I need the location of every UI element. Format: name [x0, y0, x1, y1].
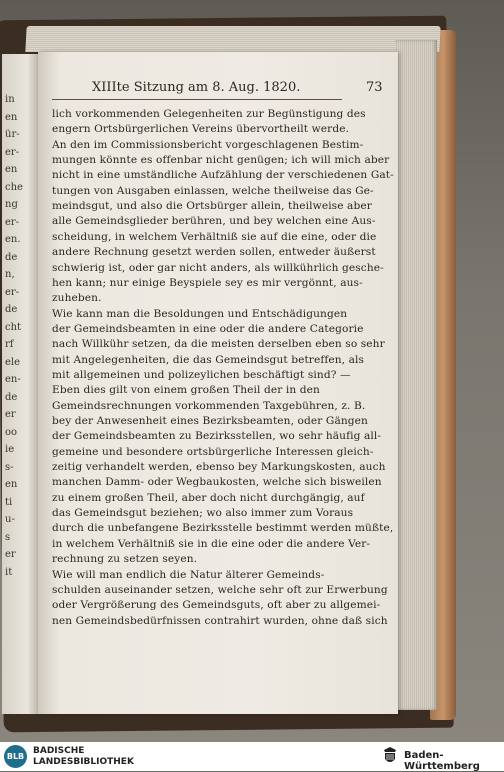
text-line: An den im Commissionsbericht vorgeschlagenen Bestim- — [52, 138, 364, 151]
text-line: manchen Damm- oder Wegbaukosten, welche sich bisweilen — [52, 476, 382, 489]
left-page-fragment: s — [5, 531, 11, 543]
text-line: gemeine und besondere ortsbürgerliche Interessen gleich- — [52, 445, 374, 458]
left-page-fragment: che — [5, 181, 23, 193]
footer-bar — [0, 742, 504, 771]
left-page-fragment: de — [5, 391, 18, 403]
text-line: oder Vergrößerung des Gemeindsguts, oft aber zu allgemei- — [52, 599, 381, 612]
page-stack-side — [395, 40, 437, 710]
left-page-fragment: er — [5, 409, 16, 420]
text-line: rechnung zu setzen seyen. — [52, 553, 198, 566]
blb-logo[interactable]: BLB — [4, 745, 27, 768]
library-name-line2: LANDESBIBLIOTHEK — [33, 757, 134, 767]
left-page-fragment: ür- — [5, 129, 20, 140]
book-page — [38, 52, 398, 714]
left-page-fragment: de — [5, 304, 18, 315]
text-line: mungen könnte es offenbar nicht genügen; ich will mich aber — [52, 154, 390, 167]
left-page-fragment: er- — [5, 146, 20, 158]
left-page-fragment: in — [5, 94, 15, 105]
left-page-fragment: u- — [5, 514, 15, 525]
state-name[interactable]: Baden-Württemberg — [404, 750, 480, 772]
baden-wuerttemberg-crest-icon — [381, 746, 399, 766]
left-page-edge — [2, 54, 38, 714]
text-line: tungen von Ausgaben einlassen, welche theilweise das Ge- — [52, 184, 374, 197]
left-page-fragment: it — [5, 566, 13, 578]
left-page-fragment: er — [5, 549, 16, 560]
text-line: mit Angelegenheiten, die das Gemeindsgut betreffen, als — [52, 353, 365, 366]
text-line: der Gemeindsbeamten zu Bezirksstellen, wo sehr häufig all- — [52, 430, 382, 443]
left-page-fragment: en — [5, 479, 18, 490]
text-line: Wie kann man die Besoldungen und Entschädigungen — [52, 307, 348, 320]
text-line: nen Gemeindsbedürfnissen contrahirt wurden, ohne daß sich — [52, 614, 388, 627]
header-rule — [52, 99, 342, 100]
left-page-fragment: n, — [5, 269, 15, 280]
page-stack-top — [25, 26, 440, 52]
text-line: schwierig ist, oder gar nicht anders, als willkührlich gesche- — [52, 261, 384, 274]
text-line: scheidung, in welchem Verhältniß sie auf die eine, oder die — [52, 230, 377, 243]
text-line: zuheben. — [52, 292, 102, 305]
header-title: XIIIte Sitzung am 8. Aug. 1820. — [92, 80, 301, 95]
text-line: zu einem großen Theil, aber doch nicht durchgängig, auf — [52, 491, 365, 504]
text-line: schulden auseinander setzen, welche sehr oft zur Erwerbung — [52, 583, 388, 596]
text-line: bey der Anwesenheit eines Bezirksbeamten, oder Gängen — [52, 415, 368, 427]
left-page-fragment: ti — [5, 496, 13, 508]
text-line: das Gemeindsgut beziehen; wo also immer zum Voraus — [52, 507, 354, 520]
text-line: nach Willkühr setzen, da die meisten derselben eben so sehr — [52, 338, 385, 351]
left-page-fragment: ele — [5, 356, 21, 368]
left-page-fragment: en — [5, 164, 18, 175]
text-line: zeitig verhandelt werden, ebenso bey Markungskosten, auch — [52, 461, 386, 474]
library-name-line1: BADISCHE — [33, 746, 85, 756]
text-line: in welchem Verhältniß sie in die eine oder die andere Ver- — [52, 537, 371, 550]
text-line: Wie will man endlich die Natur älterer Gemeinds- — [52, 568, 325, 581]
text-line: Eben dies gilt von einem großen Theil der in den — [52, 384, 320, 397]
left-page-fragment: rf — [5, 339, 14, 350]
text-line: mit allgemeinen und polizeylichen beschäftigt sind? — — [52, 368, 351, 381]
left-page-fragment: s- — [5, 461, 14, 473]
left-page-fragment: oo — [5, 426, 18, 438]
text-line: engern Ortsbürgerlichen Vereins übervortheilt werde. — [52, 123, 350, 136]
left-page-fragment: er- — [5, 216, 20, 228]
left-page-fragment: ng — [5, 199, 18, 210]
left-page-fragment: de — [5, 251, 18, 263]
page-number: 73 — [366, 80, 383, 95]
text-line: andere Rechnung gesetzt werden sollen, entweder äußerst — [52, 246, 376, 259]
text-line: alle Gemeindsglieder berühren, und bey welchen eine Aus- — [52, 215, 376, 228]
left-page-fragment: en- — [5, 374, 21, 385]
text-line: Gemeindsrechnungen vorkommenden Taxgebühren, z. B. — [52, 399, 366, 412]
running-header — [92, 80, 383, 95]
left-page-fragment: ie — [5, 444, 15, 455]
text-line: durch die unbefangene Bezirksstelle bestimmt werden müßte, — [52, 522, 394, 535]
left-page-fragment: er- — [5, 286, 20, 298]
text-line: meindsgut, und also die Ortsbürger allein, theilweise aber — [52, 200, 372, 213]
left-page-fragment: cht — [5, 321, 22, 333]
text-line: der Gemeindsbeamten in eine oder die andere Categorie — [52, 322, 364, 335]
library-name[interactable] — [33, 746, 134, 768]
text-line: lich vorkommenden Gelegenheiten zur Begünstigung des — [52, 108, 366, 120]
left-page-fragment: en. — [5, 234, 21, 245]
text-line: hen kann; nur einige Beyspiele sey es mir vergönnt, aus- — [52, 276, 363, 289]
left-page-fragment: en — [5, 111, 18, 123]
text-line: nicht in eine umständliche Aufzählung der verschiedenen Gat- — [52, 169, 394, 182]
